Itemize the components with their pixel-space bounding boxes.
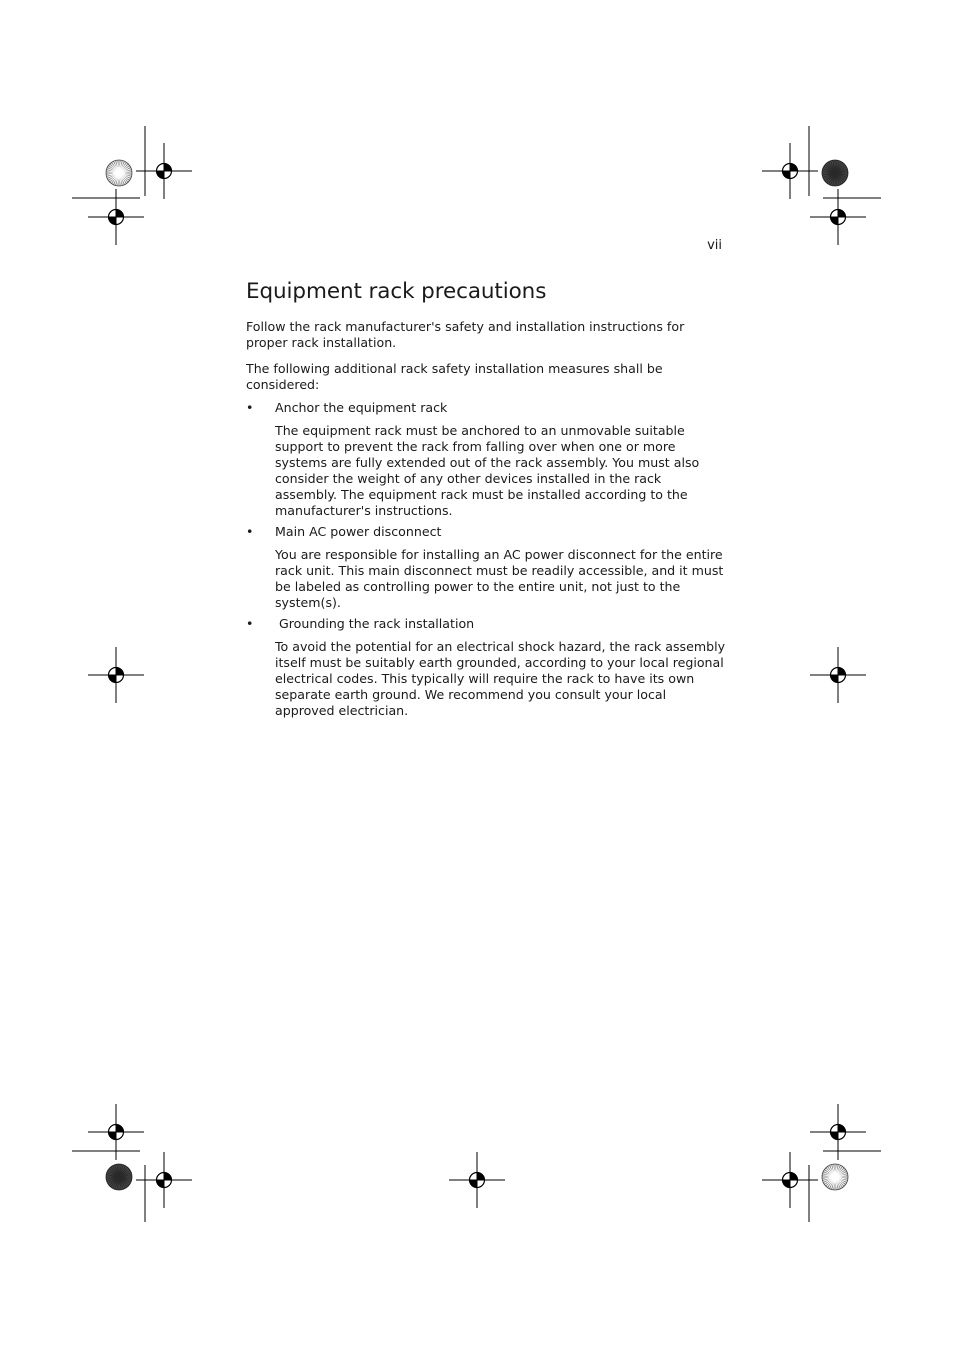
- list-item-heading: Anchor the equipment rack: [275, 400, 448, 415]
- list-item-heading-row: [246, 616, 726, 632]
- list-item: [246, 400, 726, 519]
- precautions-list: [246, 400, 726, 719]
- registration-mark-icon: [136, 143, 192, 199]
- registration-mark-icon: [136, 1152, 192, 1208]
- list-item-heading: Grounding the rack installation: [275, 616, 475, 631]
- registration-mark-icon: [762, 143, 818, 199]
- registration-mark-icon: [449, 1152, 505, 1208]
- lead-paragraph: The following additional rack safety installation measures shall be considered:: [246, 361, 663, 392]
- registration-mark-icon: [88, 1104, 144, 1160]
- page-number: vii: [707, 238, 722, 253]
- bullet-icon: •: [246, 400, 254, 415]
- star-target-icon: [106, 160, 132, 186]
- list-item-heading-row: [246, 524, 726, 540]
- registration-mark-icon: [762, 1152, 818, 1208]
- bullet-icon: •: [246, 524, 254, 539]
- registration-mark-icon: [88, 647, 144, 703]
- intro-paragraph: Follow the rack manufacturer's safety and installation instructions for proper rack installation.: [246, 319, 685, 350]
- registration-mark-icon: [810, 647, 866, 703]
- star-target-icon: [106, 1164, 132, 1190]
- page-content: [246, 278, 726, 724]
- list-item-body: To avoid the potential for an electrical shock hazard, the rack assembly itself must be suitably earth grounded, according to your local regional electrical codes. This typically will require the rack to have its own separate earth ground. We recommend you consult your local approved electrician.: [275, 639, 726, 718]
- registration-mark-icon: [88, 189, 144, 245]
- star-target-icon: [822, 1164, 848, 1190]
- list-item-heading-row: [246, 400, 726, 416]
- list-item: [246, 616, 726, 719]
- list-item-body: You are responsible for installing an AC power disconnect for the entire rack unit. This main disconnect must be readily accessible, and it must be labeled as controlling power to the entire unit, not just to the system(s).: [275, 547, 724, 610]
- page-title: Equipment rack precautions: [246, 279, 547, 304]
- registration-mark-icon: [810, 189, 866, 245]
- registration-mark-icon: [810, 1104, 866, 1160]
- star-target-icon: [822, 160, 848, 186]
- bullet-icon: •: [246, 616, 254, 631]
- list-item-heading: Main AC power disconnect: [275, 524, 442, 539]
- list-item-body: The equipment rack must be anchored to an unmovable suitable support to prevent the rack from falling over when one or more systems are fully extended out of the rack assembly. You must also consider the weight of any other devices installed in the rack assembly. The equipment rack must be installed according to the manufacturer's instructions.: [275, 423, 700, 518]
- list-item: [246, 524, 726, 611]
